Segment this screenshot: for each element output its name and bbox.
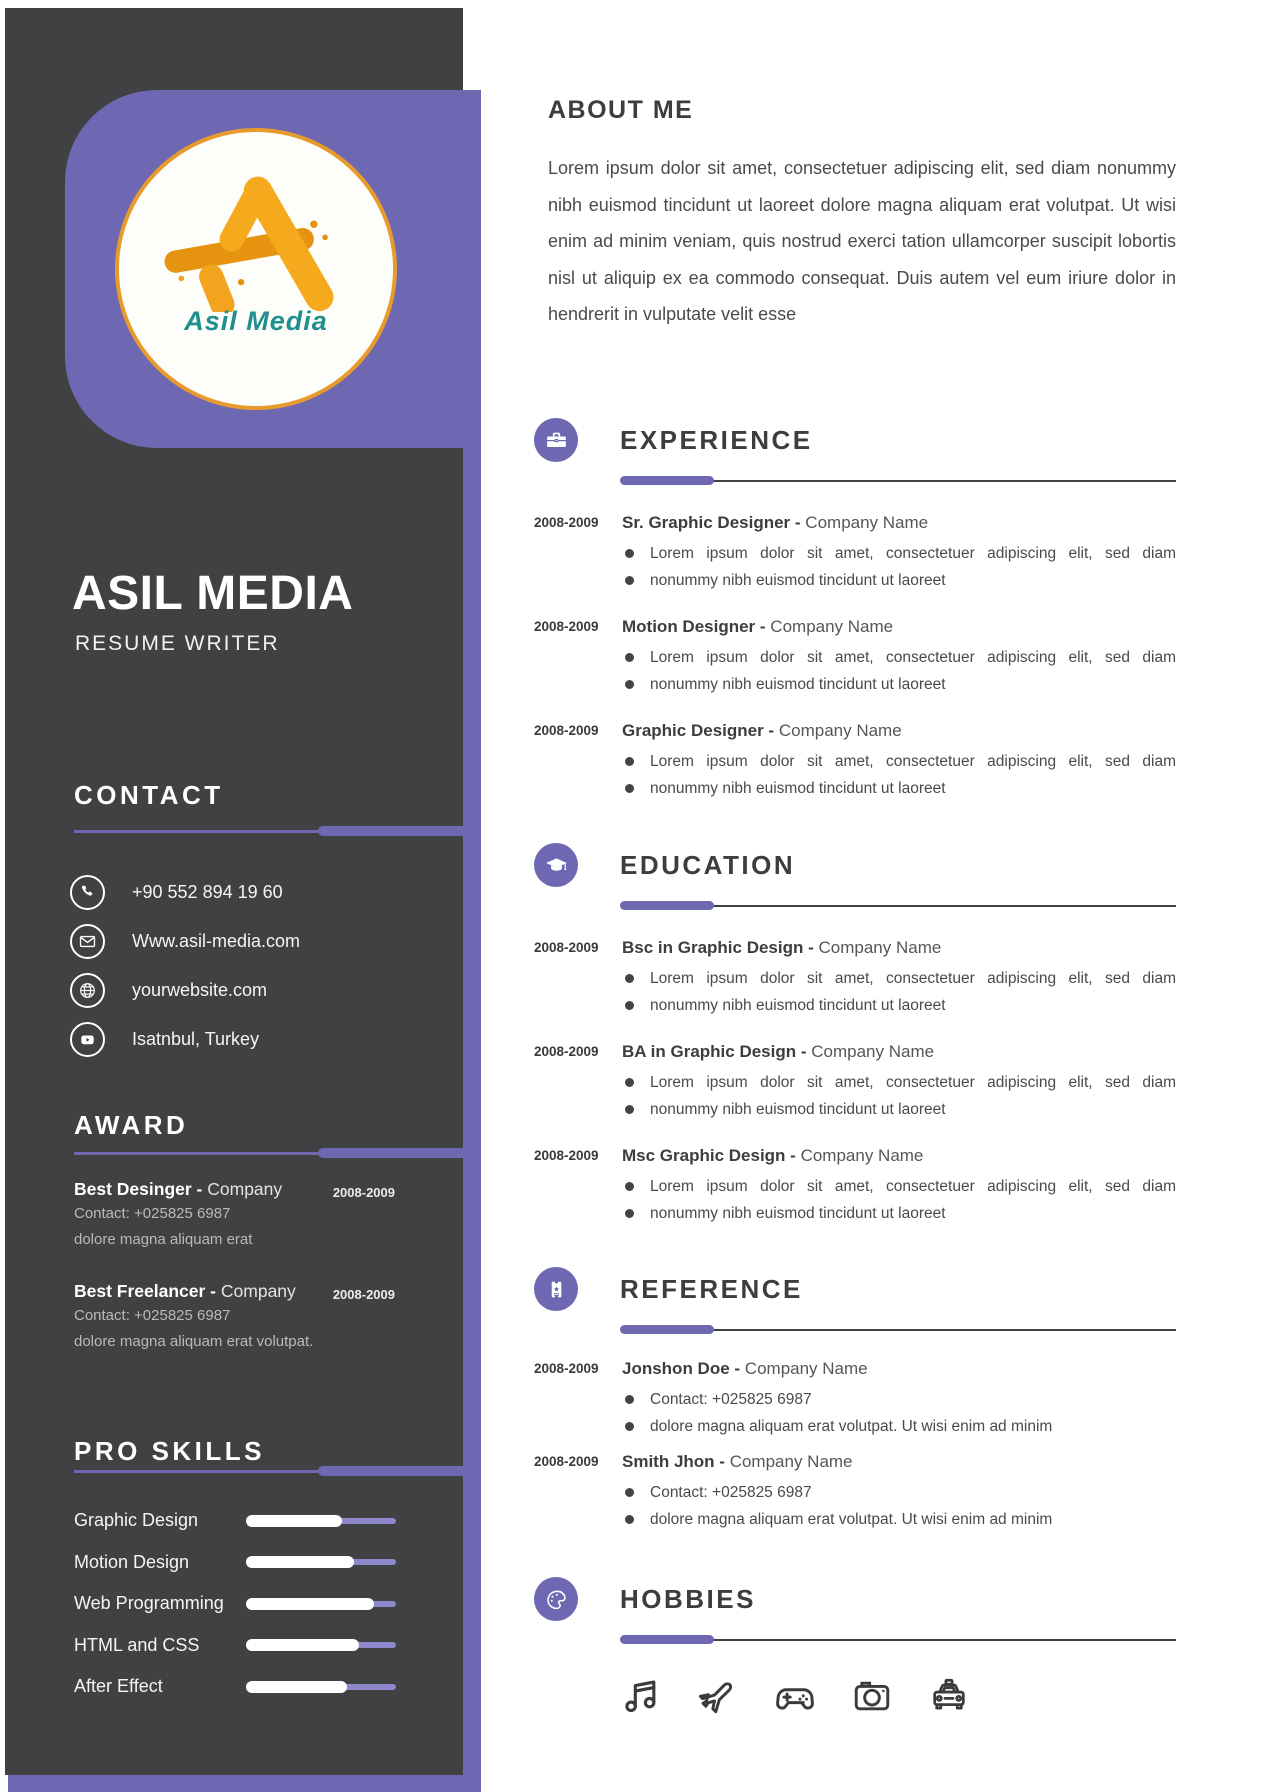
- experience-heading: EXPERIENCE: [620, 425, 813, 455]
- youtube-icon: [70, 1022, 105, 1057]
- experience-entries: [534, 512, 1176, 824]
- bullet-dot: [625, 1001, 634, 1010]
- contact-heading: CONTACT: [74, 780, 224, 810]
- bullet-dot: [625, 549, 634, 558]
- award-underline: [74, 1148, 463, 1158]
- mail-icon: [70, 924, 105, 959]
- contact-list: [70, 868, 410, 1064]
- gamepad-icon: [772, 1673, 818, 1719]
- entry-date: 2008-2009: [534, 1454, 599, 1469]
- hobbies-heading: HOBBIES: [620, 1584, 756, 1614]
- reference-heading: REFERENCE: [620, 1274, 803, 1304]
- award-title: Best Desinger - Company 2008-2009: [74, 1178, 395, 1201]
- entry: 2008-2009 Smith Jhon - Company Name Contact: +025825 6987 dolore magna aliquam erat volutpat. Ut wisi enim ad minim: [534, 1451, 1176, 1533]
- bullet-dot: [625, 680, 634, 689]
- contact-item: yourwebsite.com: [70, 966, 410, 1015]
- contact-item: Www.asil-media.com: [70, 917, 410, 966]
- entry-title: BA in Graphic Design - Company Name: [622, 1042, 935, 1061]
- entry: 2008-2009 Sr. Graphic Designer - Company Name Lorem ipsum dolor sit amet, consectetuer adipiscing elit, sed diam nonummy nibh euismod tincidunt ut laoreet: [534, 512, 1176, 594]
- entry-title: Graphic Designer - Company Name: [622, 721, 902, 740]
- bullet-dot: [625, 653, 634, 662]
- contact-item: +90 552 894 19 60: [70, 868, 410, 917]
- bullet-dot: [625, 784, 634, 793]
- entry-title: Smith Jhon - Company Name: [622, 1452, 853, 1471]
- skill-item: Web Programming: [74, 1583, 404, 1625]
- entry-date: 2008-2009: [534, 1044, 599, 1059]
- award-desc: dolore magna aliquam erat volutpat.: [74, 1332, 314, 1350]
- briefcase-icon: [534, 418, 578, 462]
- education-entries: [534, 937, 1176, 1249]
- entry-date: 2008-2009: [534, 1361, 599, 1376]
- skill-bar: [246, 1681, 396, 1693]
- bullet-dot: [625, 576, 634, 585]
- entry-title: Bsc in Graphic Design - Company Name: [622, 938, 942, 957]
- bullet-dot: [625, 1422, 634, 1431]
- entry: 2008-2009 Jonshon Doe - Company Name Contact: +025825 6987 dolore magna aliquam erat volutpat. Ut wisi enim ad minim: [534, 1358, 1176, 1440]
- entry: 2008-2009 Graphic Designer - Company Name Lorem ipsum dolor sit amet, consectetuer adipiscing elit, sed diam nonummy nibh euismod tincidunt ut laoreet: [534, 720, 1176, 802]
- award-desc: dolore magna aliquam erat: [74, 1230, 253, 1248]
- skill-item: HTML and CSS: [74, 1625, 404, 1667]
- award-item: [74, 1178, 395, 1252]
- award-date: 2008-2009: [332, 1185, 395, 1200]
- entry-date: 2008-2009: [534, 515, 599, 530]
- globe-icon: [70, 973, 105, 1008]
- section-hobbies: [534, 1577, 1176, 1747]
- entry-title: Jonshon Doe - Company Name: [622, 1359, 868, 1378]
- award-list: [74, 1178, 395, 1382]
- graduation-cap-icon: [534, 843, 578, 887]
- phone-icon: [70, 875, 105, 910]
- award-title: Best Freelancer - Company 2008-2009: [74, 1280, 395, 1303]
- brand-name: Asil Media: [184, 306, 328, 336]
- bullet-dot: [625, 1078, 634, 1087]
- entry: 2008-2009 Msc Graphic Design - Company Name Lorem ipsum dolor sit amet, consectetuer adipiscing elit, sed diam nonummy nibh euismod tincidunt ut laoreet: [534, 1145, 1176, 1227]
- skill-list: [74, 1500, 404, 1708]
- about-heading: ABOUT ME: [548, 96, 694, 124]
- contact-item: Isatnbul, Turkey: [70, 1015, 410, 1064]
- entry-date: 2008-2009: [534, 723, 599, 738]
- skill-item: Graphic Design: [74, 1500, 404, 1542]
- person-role: RESUME WRITER: [75, 632, 280, 655]
- camera-icon: [849, 1673, 895, 1719]
- education-underline: [620, 901, 1176, 911]
- section-education: [534, 843, 1176, 1263]
- entry-date: 2008-2009: [534, 940, 599, 955]
- skill-bar: [246, 1515, 396, 1527]
- experience-underline: [620, 476, 1176, 486]
- entry: 2008-2009 Motion Designer - Company Name Lorem ipsum dolor sit amet, consectetuer adipiscing elit, sed diam nonummy nibh euismod tincidunt ut laoreet: [534, 616, 1176, 698]
- airplane-icon: [695, 1673, 741, 1719]
- skills-heading: PRO SKILLS: [74, 1436, 266, 1466]
- ticket-icon: [534, 1267, 578, 1311]
- bullet-dot: [625, 1182, 634, 1191]
- section-experience: [534, 418, 1176, 838]
- entry-date: 2008-2009: [534, 619, 599, 634]
- bullet-dot: [625, 1105, 634, 1114]
- music-note-icon: [618, 1673, 664, 1719]
- education-heading: EDUCATION: [620, 850, 796, 880]
- skill-item: After Effect: [74, 1666, 404, 1708]
- reference-entries: [534, 1358, 1176, 1544]
- bullet-dot: [625, 1209, 634, 1218]
- award-contact: Contact: +025825 6987: [74, 1307, 231, 1324]
- reference-underline: [620, 1325, 1176, 1335]
- bullet-dot: [625, 1488, 634, 1497]
- taxi-icon: [926, 1673, 972, 1719]
- skill-bar: [246, 1639, 396, 1651]
- award-item: [74, 1280, 395, 1354]
- entry-title: Msc Graphic Design - Company Name: [622, 1146, 924, 1165]
- entry-date: 2008-2009: [534, 1148, 599, 1163]
- hobby-icons: [618, 1673, 972, 1719]
- award-heading: AWARD: [74, 1110, 189, 1140]
- entry-title: Motion Designer - Company Name: [622, 617, 894, 636]
- hobbies-underline: [620, 1635, 1176, 1645]
- person-name: ASIL MEDIA: [72, 567, 354, 620]
- brand-a-icon: [161, 172, 351, 312]
- skill-bar: [246, 1598, 396, 1610]
- bullet-dot: [625, 974, 634, 983]
- bullet-dot: [625, 757, 634, 766]
- skill-item: Motion Design: [74, 1542, 404, 1584]
- contact-underline: [74, 826, 463, 836]
- section-reference: [534, 1267, 1176, 1567]
- skill-bar: [246, 1556, 396, 1568]
- entry: 2008-2009 BA in Graphic Design - Company Name Lorem ipsum dolor sit amet, consectetuer adipiscing elit, sed diam nonummy nibh euismod tincidunt ut laoreet: [534, 1041, 1176, 1123]
- palette-icon: [534, 1577, 578, 1621]
- brand-logo: [115, 128, 397, 410]
- bullet-dot: [625, 1515, 634, 1524]
- entry-title: Sr. Graphic Designer - Company Name: [622, 513, 929, 532]
- about-text: Lorem ipsum dolor sit amet, consectetuer adipiscing elit, sed diam nonummy nibh euismod tincidunt ut laoreet dolore magna aliquam erat volutpat. Ut wisi enim ad minim veniam, quis nostrud exerci tation ullamcorper suscipit lobortis nisl ut aliquip ex ea commodo consequat. Duis autem vel eum iriure dolor in hendrerit in vulputate velit esse: [548, 158, 1176, 325]
- award-date: 2008-2009: [332, 1287, 395, 1302]
- skills-underline: [74, 1466, 463, 1476]
- entry: 2008-2009 Bsc in Graphic Design - Company Name Lorem ipsum dolor sit amet, consectetuer adipiscing elit, sed diam nonummy nibh euismod tincidunt ut laoreet: [534, 937, 1176, 1019]
- award-contact: Contact: +025825 6987: [74, 1205, 231, 1222]
- bullet-dot: [625, 1395, 634, 1404]
